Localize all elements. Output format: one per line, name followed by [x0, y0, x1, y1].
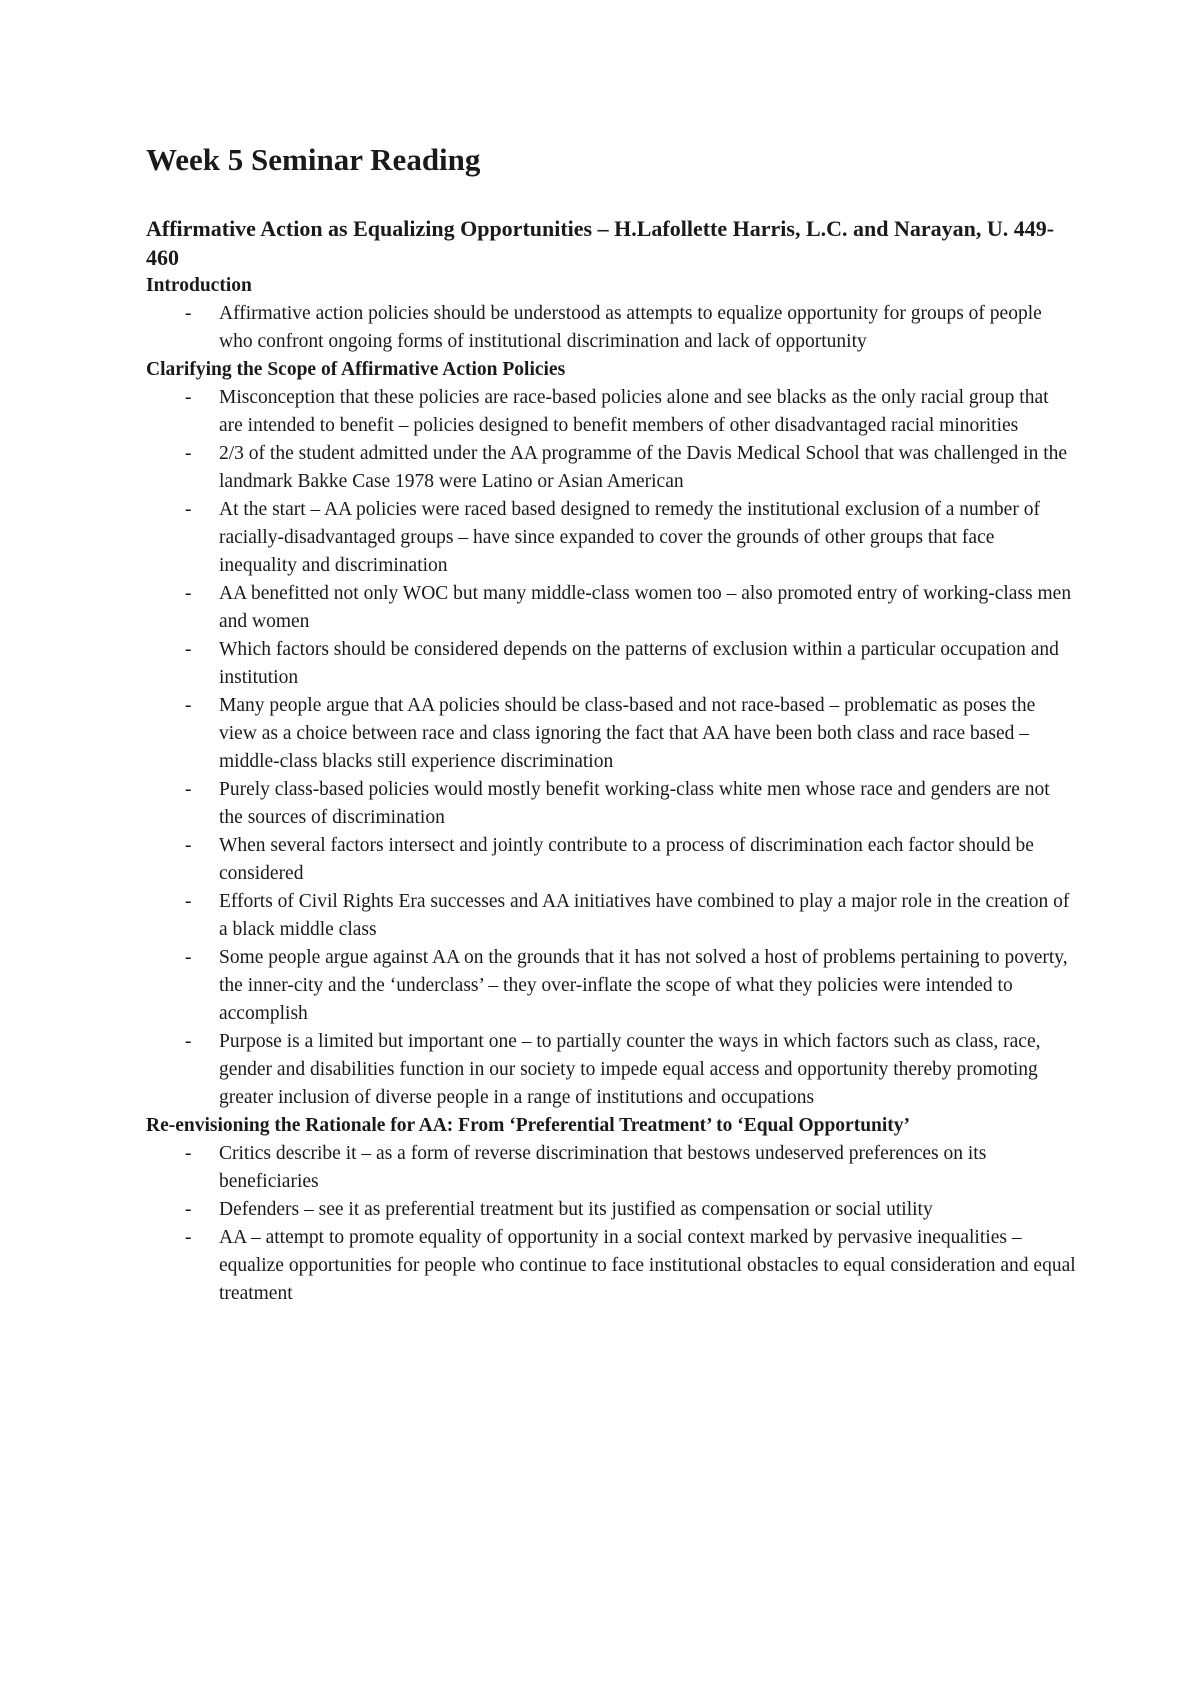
bullet-text: Many people argue that AA policies should be class-based and not race-based – problematic as poses the view as a choice between race and class ignoring the fact that AA have been both class and race based – middle-class blacks still experience discrimination: [219, 695, 1036, 772]
article-title: Affirmative Action as Equalizing Opportunities – H.Lafollette Harris, L.C. and Narayan, U. 449-460: [146, 216, 1055, 270]
section-heading: Clarifying the Scope of Affirmative Action Policies: [146, 359, 566, 380]
bullet-text: At the start – AA policies were raced based designed to remedy the institutional exclusion of a number of racially-disadvantaged groups – have since expanded to cover the grounds of other groups that face inequality and discrimination: [219, 499, 1040, 576]
bullet-item: [146, 1224, 1076, 1308]
bullet-text: Efforts of Civil Rights Era successes and AA initiatives have combined to play a major role in the creation of a black middle class: [219, 891, 1070, 940]
bullet-list: [146, 1140, 1076, 1308]
bullet-dash-icon: -: [185, 891, 192, 912]
document-title: Week 5 Seminar Reading: [146, 142, 481, 177]
bullet-item: [146, 1196, 1076, 1224]
bullet-text: Critics describe it – as a form of reverse discrimination that bestows undeserved preferences on its beneficiaries: [219, 1143, 987, 1192]
bullet-text: AA – attempt to promote equality of opportunity in a social context marked by pervasive inequalities – equalize opportunities for people who continue to face institutional obstacles to equal consideration and equal treatment: [219, 1227, 1076, 1304]
bullet-text: When several factors intersect and jointly contribute to a process of discrimination each factor should be considered: [219, 835, 1034, 884]
bullet-item: [146, 580, 1076, 636]
bullet-dash-icon: -: [185, 583, 192, 604]
bullet-text: Purely class-based policies would mostly benefit working-class white men whose race and genders are not the sources of discrimination: [219, 779, 1050, 828]
bullet-dash-icon: -: [185, 1227, 192, 1248]
bullet-text: Defenders – see it as preferential treatment but its justified as compensation or social utility: [219, 1199, 933, 1220]
bullet-dash-icon: -: [185, 443, 192, 464]
bullet-item: [146, 636, 1076, 692]
section-heading: Introduction: [146, 275, 252, 296]
bullet-item: [146, 1028, 1076, 1112]
bullet-text: Some people argue against AA on the grounds that it has not solved a host of problems pertaining to poverty, the inner-city and the ‘underclass’ – they over-inflate the scope of what they policies were intended to accomplish: [219, 947, 1068, 1024]
bullet-item: [146, 440, 1076, 496]
bullet-text: Purpose is a limited but important one – to partially counter the ways in which factors such as class, race, gender and disabilities function in our society to impede equal access and opportunity thereby promoting greater inclusion of diverse people in a range of institutions and occupations: [219, 1031, 1041, 1108]
bullet-dash-icon: -: [185, 947, 192, 968]
bullet-text: Misconception that these policies are race-based policies alone and see blacks as the only racial group that are intended to benefit – policies designed to benefit members of other disadvantaged racial minorities: [219, 387, 1049, 436]
bullet-dash-icon: -: [185, 303, 192, 324]
bullet-item: [146, 300, 1076, 356]
sections-container: [146, 272, 1076, 1308]
bullet-dash-icon: -: [185, 499, 192, 520]
bullet-text: Which factors should be considered depends on the patterns of exclusion within a particular occupation and institution: [219, 639, 1059, 688]
bullet-item: [146, 944, 1076, 1028]
bullet-item: [146, 692, 1076, 776]
bullet-text: 2/3 of the student admitted under the AA programme of the Davis Medical School that was challenged in the landmark Bakke Case 1978 were Latino or Asian American: [219, 443, 1068, 492]
bullet-text: Affirmative action policies should be understood as attempts to equalize opportunity for groups of people who confront ongoing forms of institutional discrimination and lack of opportunity: [219, 303, 1042, 352]
bullet-dash-icon: -: [185, 1031, 192, 1052]
bullet-dash-icon: -: [185, 695, 192, 716]
document-page: [146, 140, 1076, 1308]
bullet-item: [146, 832, 1076, 888]
bullet-dash-icon: -: [185, 387, 192, 408]
bullet-item: [146, 888, 1076, 944]
bullet-dash-icon: -: [185, 639, 192, 660]
section-heading: Re-envisioning the Rationale for AA: From ‘Preferential Treatment’ to ‘Equal Opportunity’: [146, 1115, 911, 1136]
bullet-dash-icon: -: [185, 1199, 192, 1220]
bullet-dash-icon: -: [185, 1143, 192, 1164]
bullet-item: [146, 1140, 1076, 1196]
bullet-list: [146, 300, 1076, 356]
bullet-dash-icon: -: [185, 779, 192, 800]
bullet-item: [146, 496, 1076, 580]
bullet-text: AA benefitted not only WOC but many middle-class women too – also promoted entry of working-class men and women: [219, 583, 1072, 632]
bullet-list: [146, 384, 1076, 1112]
bullet-item: [146, 776, 1076, 832]
bullet-item: [146, 384, 1076, 440]
bullet-dash-icon: -: [185, 835, 192, 856]
